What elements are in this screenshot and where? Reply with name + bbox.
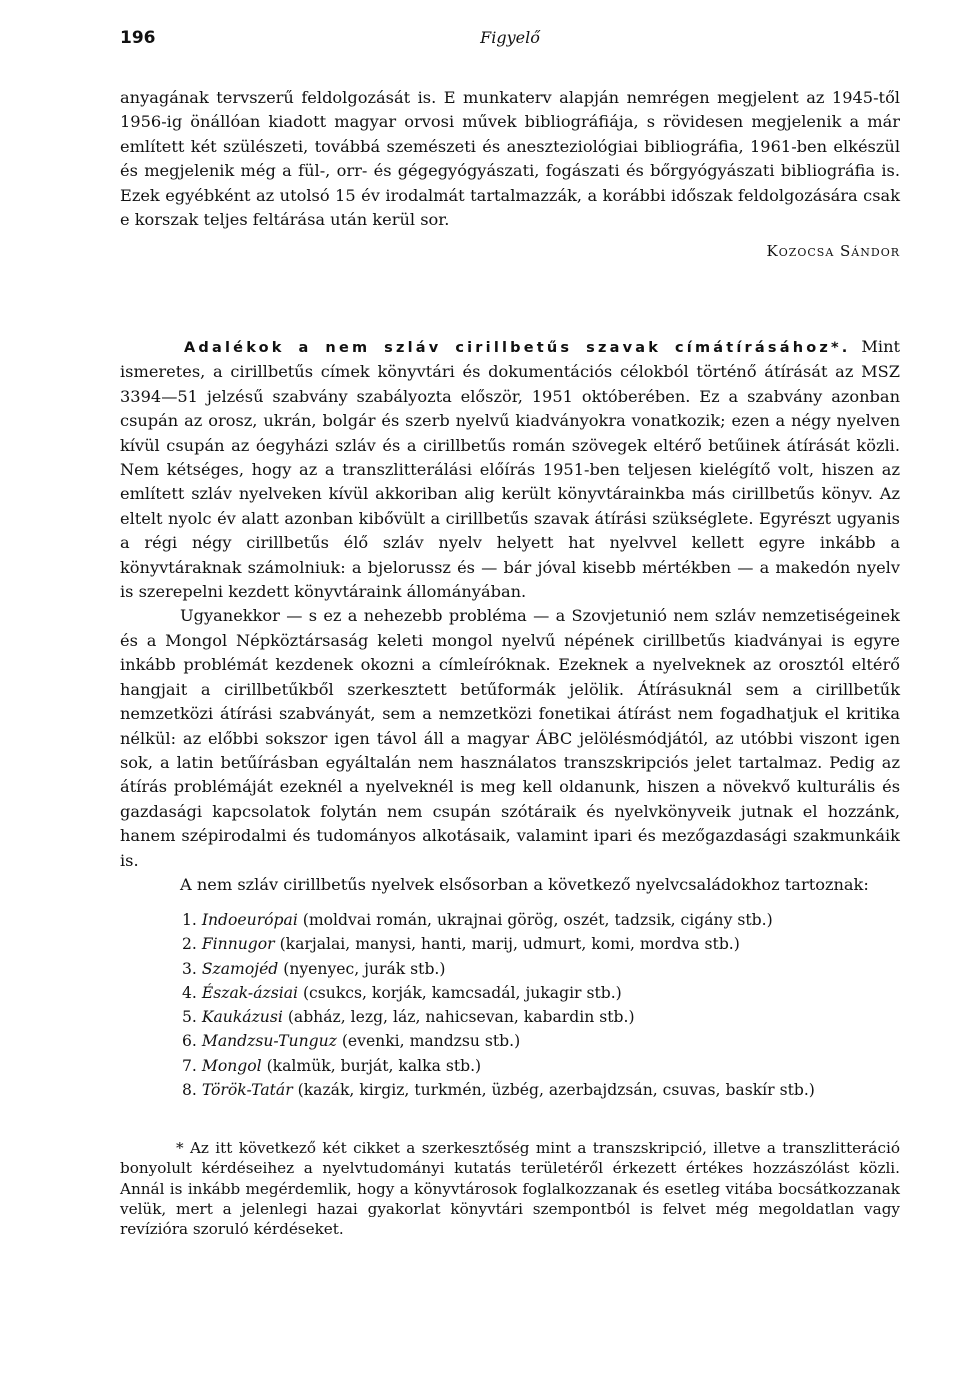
article-paragraph-3: A nem szláv cirillbetűs nyelvek elsősorban a következő nyelvcsaládokhoz tartoznak: — [180, 874, 869, 894]
article-paragraph-1-text: Mint ismeretes, a cirillbetűs címek könyvtári és dokumentációs célokból történő átírását az MSZ 3394—51 jelzésű szabvány szabályozta először, 1951 októberében. Ez a szabvány azonban csupán az orosz, ukrán, bolgár és szerb nyelvű kiadványokra vonatkozik; ezen a négy nyelven kívül csupán az óegyházi szláv és a cirillbetűs román szövegek eltérő betűinek átírását közli. Nem kétséges, hogy az a transzlitterálási előírás 1951-ben teljesen kielégítő volt, hiszen az említett szláv nyelveken kívül akkoriban alig került könyvtárainkba más cirillbetűs könyv. Az eltelt nyolc év alatt azonban kibővült a cirillbetűs szavak átírási szükséglete. Egyrészt ugyanis a régi négy cirillbetűs élő szláv nyelv helyett hat nyelvvel kellett egyre inkább a könyvtáraknak számolniuk: a bjelorussz és — bár jóval kisebb mértékben — a makedón nyelv is szerepelni kezdett könyvtáraink állományában. — [120, 337, 900, 602]
list-item: 2. Finnugor (karjalai, manysi, hanti, marij, udmurt, komi, mordva stb.) — [182, 935, 740, 954]
list-item: 6. Mandzsu-Tunguz (evenki, mandzsu stb.) — [182, 1032, 521, 1051]
list-item: 5. Kaukázusi (abház, lezg, láz, nahicsevan, kabardin stb.) — [182, 1008, 635, 1027]
article-paragraph-1 — [120, 335, 900, 604]
language-family-name: Finnugor — [201, 935, 275, 954]
language-family-list — [182, 908, 922, 1102]
footnote — [120, 1138, 900, 1239]
running-title: Figyelő — [480, 28, 540, 47]
continuation-paragraph — [120, 86, 900, 232]
author-signature: Kozocsa Sándor — [766, 242, 900, 260]
list-item: 7. Mongol (kalmük, burját, kalka stb.) — [182, 1056, 482, 1075]
language-family-name: Kaukázusi — [201, 1008, 283, 1027]
page-header — [120, 28, 900, 52]
article-title: Adalékok a nem szláv cirillbetűs szavak címátírásához*. — [184, 340, 851, 356]
list-item: 4. Észak-ázsiai (csukcs, korják, kamcsadál, jukagir stb.) — [182, 983, 622, 1002]
language-family-name: Mongol — [201, 1056, 262, 1075]
language-family-name: Indoeurópai — [201, 911, 298, 929]
page-number: 196 — [120, 28, 156, 48]
article-body — [120, 335, 900, 897]
article-paragraph-2: Ugyanekkor — s ez a nehezebb probléma — a Szovjetunió nem szláv nemzetiségeinek és a Mongol Népköztársaság keleti mongol nyelvű népének cirillbetűs kiadványai is egyre inkább problémát kezdenek okozni a címleíróknak. Ezeknek a nyelveknek az orosztól eltérő hangjait a cirillbetűkből szerkesztett betűformák jelölik. Átírásuknál sem a cirillbetűk nemzetközi átírási szabványát, sem a nemzetközi fonetikai átírást nem fogadhatjuk el kritika nélkül: az előbbi sokszor igen távol áll a magyar ÁBC jelölésmódjától, az utóbbi viszont igen sok, a latin betűírásban egyáltalán nem használatos transzskripciós jelet tartalmaz. Pedig az átírás problémáját ezeknél a nyelveknél is meg kell oldanunk, hiszen a növekvő kulturális és gazdasági kapcsolatok folytán nem csupán szótáraik és nyelvkönyveik jutnak el hozzánk, hanem szépirodalmi és tudományos alkotásaik, valamint ipari és mezőgazdasági szakmunkáik is. — [120, 606, 900, 870]
language-family-name: Török-Tatár — [201, 1081, 293, 1100]
language-family-name: Észak-ázsiai — [201, 983, 298, 1002]
language-family-name: Mandzsu-Tunguz — [201, 1032, 337, 1051]
list-item: 1. Indoeurópai (moldvai román, ukrajnai görög, oszét, tadzsik, cigány stb.) — [182, 911, 773, 929]
list-item: 8. Török-Tatár (kazák, kirgiz, turkmén, üzbég, azerbajdzsán, csuvas, baskír stb.) — [182, 1081, 815, 1100]
list-item: 3. Szamojéd (nyenyec, jurák stb.) — [182, 959, 446, 978]
footnote-text: * Az itt következő két cikket a szerkesztőség mint a transzskripció, illetve a transzlitteráció bonyolult kérdéseihez a nyelvtudományi kutatás területéről érkezett értékes hozzászólást közli. Annál is inkább megérdemlik, hogy a könyvtárosok foglalkozzanak és esetleg vitába bocsátkozzanak velük, mert a jelenlegi hazai gyakorlat könyvtári szempontból is felvet még megoldatlan vagy revízióra szoruló kérdéseket. — [120, 1139, 900, 1239]
language-family-name: Szamojéd — [201, 959, 279, 978]
paragraph-text: anyagának tervszerű feldolgozását is. E munkaterv alapján nemrégen megjelent az 1945-től 1956-ig önállóan kiadott magyar orvosi művek bibliográfiája, s rövidesen megjelenik a már említett két szülészeti, továbbá szemészeti és aneszteziológiai bibliográfia, 1961-ben elkészül és megjelenik még a fül-, orr- és gégegyógyászati, fogászati és bőrgyógyászati bibliográfia is. Ezek egyébként az utolsó 15 év irodalmát tartalmazzák, a korábbi időszak feldolgozására csak e korszak teljes feltárása után kerül sor. — [120, 88, 900, 230]
